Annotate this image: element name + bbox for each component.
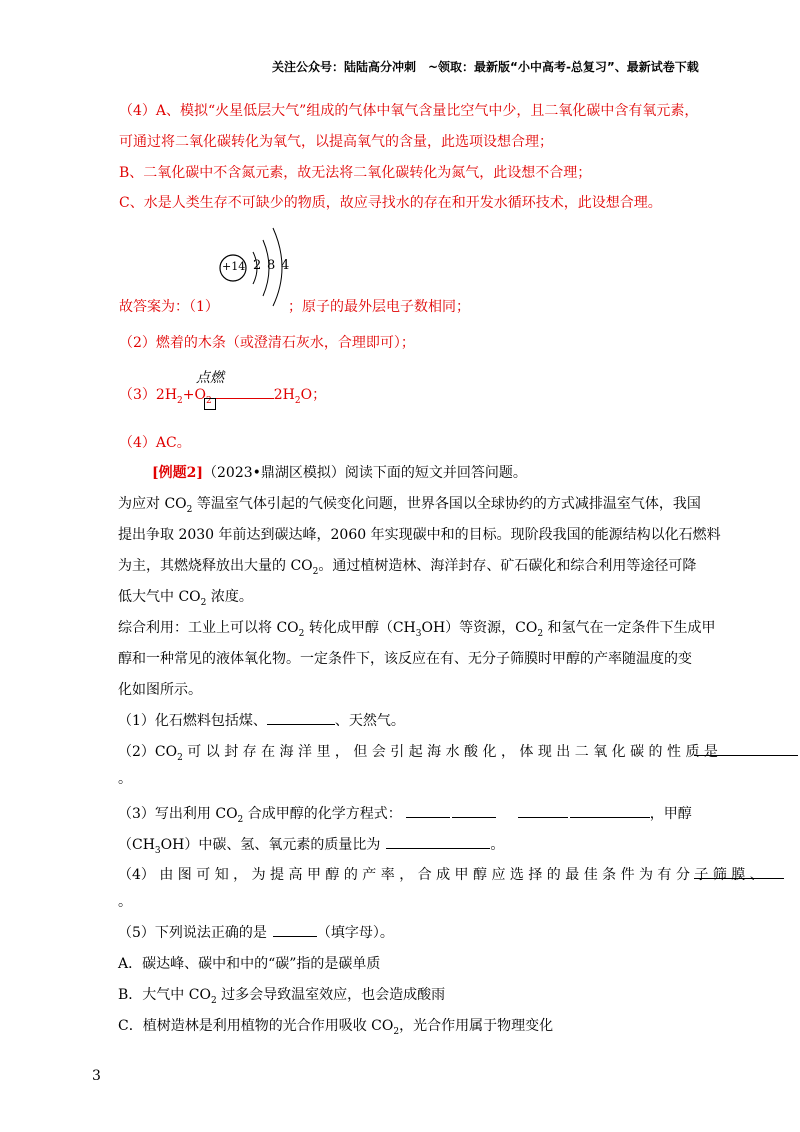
condition-box-icon [204,398,216,410]
question-2-end: 。 [118,771,132,787]
q3-equation-blank-3[interactable] [518,803,568,818]
q3-mass-ratio-blank[interactable] [386,834,490,849]
shell-3-label: 4 [281,258,290,273]
answer-prefix: 故答案为：（1） [119,299,219,315]
question-1: （1）化石燃料包括煤、 、天然气。 [118,710,405,730]
option-b: B．大气中 $CO_2$ 过多会导致温室效应，也会造成酸雨 [118,987,446,1006]
answer-reason: ；原子的最外层电子数相同； [288,299,470,315]
page-number: 3 [92,1068,101,1084]
answer-4: （4）AC。 [119,435,191,451]
nucleus-label: +14 [222,260,246,273]
q4-answer-blank[interactable] [694,864,784,879]
question-3-line2: $(CH_3OH)$中碳、氢、氧元素的质量比为 。 [118,834,504,856]
answer-4-a-line1: （4）A、模拟“火星低层大气”组成的气体中氧气含量比空气中少，且二氧化碳中含有氧元素， [119,103,699,119]
passage-p2-line3: 化如图所示。 [118,682,202,698]
passage-p1-line1: 为应对 $CO_2$ 等温室气体引起的气候变化问题，世界各国以全球协约的方式减排温室气体，我国 [118,496,701,515]
option-a: A．碳达峰、碳中和中的“碳”指的是碳单质 [118,956,381,972]
answer-3-equation: $(3)2H_2+O_2$ $2H_2O$； [119,387,327,406]
q3-equation-blank-2[interactable] [452,803,496,818]
passage-p1-line4: 低大气中 $CO_2$ 浓度。 [118,589,253,608]
passage-p1-line2: 提出争取 2030 年前达到碳达峰，2060 年实现碳中和的目标。现阶段我国的能源结构以化石燃料 [118,527,721,543]
example-2-heading: [例题2]（2023•鼎湖区模拟）阅读下面的短文并回答问题。 [152,465,527,481]
answer-4-b-line: B、二氧化碳中不含氮元素，故无法将二氧化碳转化为氮气，此设想不合理； [119,165,592,181]
question-4-end: 。 [118,894,132,910]
page-header: 关注公众号：陆陆高分冲刺 ~领取：最新版“小中高考-总复习”、最新试卷下载 [272,60,699,74]
atom-structure-diagram [215,222,295,308]
shell-1-label: 2 [253,258,262,273]
passage-p1-line3: 为主，其燃烧释放出大量的 $CO_2$。通过植树造林、海洋封存、矿石碳化和综合利用等途径可降 [118,558,697,577]
answer-2: （2）燃着的木条（或澄清石灰水，合理即可）； [119,335,415,351]
reaction-condition: 点燃 [196,370,224,386]
question-2: $(2)CO_2$ 可 以 封 存 在 海 洋 里 ， 但 会 引 起 海 水 酸 化 ， 体 现 出 二 氧 化 碳 的 性 质 是 [118,744,718,763]
q3-equation-blank-4[interactable] [570,803,650,818]
q3-equation-blank-1[interactable] [406,803,450,818]
passage-p2-line2: 醇和一种常见的液体氧化物。一定条件下，该反应在有、无分子筛膜时甲醇的产率随温度的变 [118,651,692,667]
answer-4-a-line2: 可通过将二氧化碳转化为氧气，以提高氧气的含量，此选项设想合理； [119,134,553,150]
shell-2-label: 8 [267,258,276,273]
question-4: （4） 由 图 可 知 ， 为 提 高 甲 醇 的 产 率 ， 合 成 甲 醇 应 选 择 的 最 佳 条 件 为 有 分 子 筛 膜 、 [118,867,764,883]
q5-answer-blank[interactable] [273,922,317,937]
passage-p2-line1: 综合利用：工业上可以将 $CO_2$ 转化成甲醇$(CH_3OH)$等资源，$CO_2$ 和氢气在一定条件下生成甲 [118,620,716,639]
option-c: C．植树造林是利用植物的光合作用吸收 $CO_2$，光合作用属于物理变化 [118,1018,554,1037]
q2-answer-blank[interactable] [694,741,798,756]
q1-answer-blank[interactable] [267,710,335,725]
question-3-line1: （3）写出利用 $CO_2$ 合成甲醇的化学方程式： ，甲醇 [118,803,692,825]
answer-4-c-line: C、水是人类生存不可缺少的物质，故应寻找水的存在和开发水循环技术，此设想合理。 [119,195,662,211]
question-5: （5）下列说法正确的是 （填字母）。 [118,922,394,942]
